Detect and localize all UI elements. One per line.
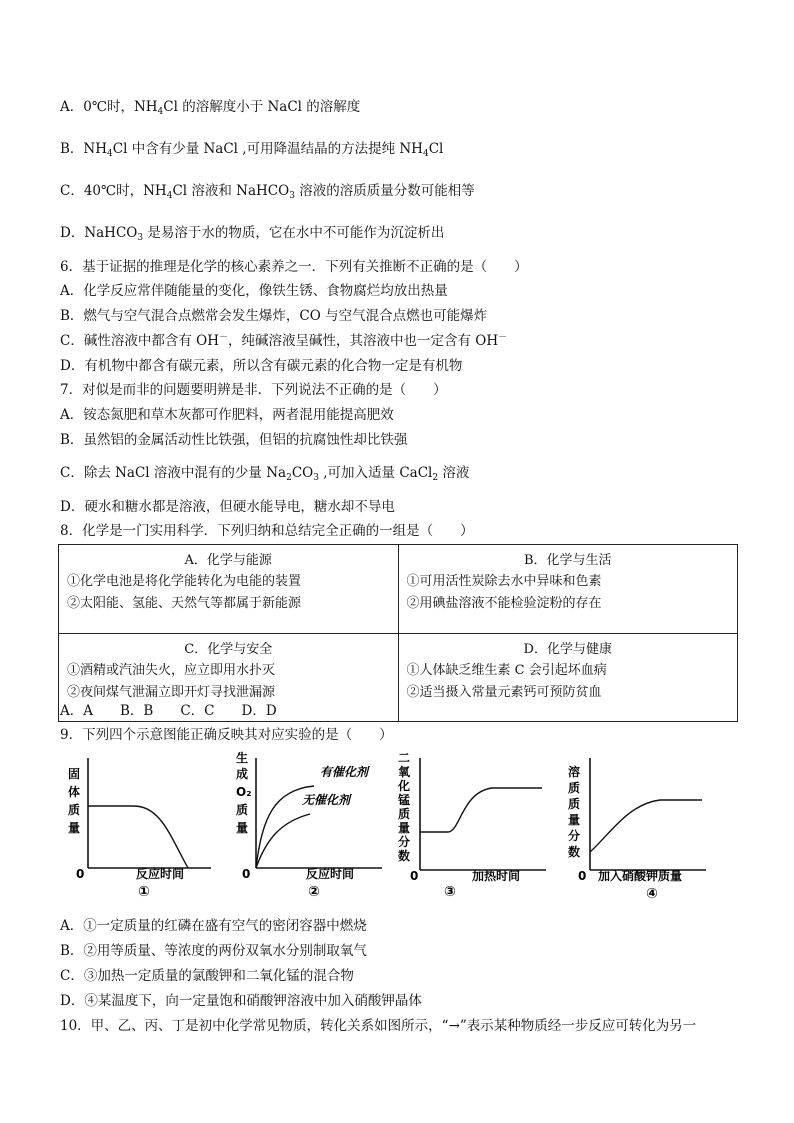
graph1-ylabel-3: 量 [68, 821, 81, 835]
q8-options-table [58, 544, 738, 722]
q8-cell-d-item2: ②适当摄入常量元素钙可预防贫血 [406, 684, 602, 700]
graph4-xlabel: 加入硝酸钾质量 [598, 869, 683, 883]
q9-option-d: D．④某温度下，向一定量饱和硝酸钾溶液中加入硝酸钾晶体 [60, 993, 422, 1009]
graph3-number: ③ [444, 884, 456, 900]
q8-cell-b-head: B．化学与生活 [523, 553, 612, 568]
graph2-origin: 0 [242, 867, 251, 881]
q10-stem: 10．甲、乙、丙、丁是初中化学常见物质，转化关系如图所示，“→”表示某种物质经一步反应可转化为另一 [60, 1018, 697, 1034]
q6-option-c: C．碱性溶液中都含有 OH－，纯碱溶液呈碱性，其溶液中也一定含有 OH－ [60, 333, 508, 349]
q8-cell-a-item1: ①化学电池是将化学能转化为电能的装置 [67, 574, 302, 589]
q8-cell-c-head: C．化学与安全 [184, 641, 273, 657]
graph3-ylabel-4: 质 [398, 807, 411, 821]
q8-stem: 8．化学是一门实用科学．下列归纳和总结完全正确的一组是（ ） [60, 523, 474, 539]
graph2-ylabel-4: 量 [236, 821, 249, 835]
graph4-ylabel-4: 分 [568, 829, 581, 843]
q9-graph-3 [396, 748, 556, 908]
q8-cell-b [398, 545, 738, 634]
graph1-ylabel-2: 质 [68, 803, 81, 817]
graph3-ylabel-5: 量 [398, 821, 411, 835]
q6-option-a: A．化学反应常伴随能量的变化，像铁生锈、食物腐烂均放出热量 [60, 283, 448, 299]
q8-cell-c-item1: ①酒精或汽油失火，应立即用水扑灭 [67, 662, 276, 678]
q8-cell-b-item2: ②用碘盐溶液不能检验淀粉的存在 [406, 596, 602, 611]
q8-cell-d-head: D．化学与健康 [523, 641, 612, 657]
graph2-ylabel-2: O₂ [236, 785, 252, 799]
graph2-curve2-label: 无催化剂 [302, 793, 351, 807]
graph3-origin: 0 [410, 869, 419, 883]
q8-cell-b-item1: ①可用活性炭除去水中异味和色素 [406, 574, 602, 589]
graph1-ylabel-0: 固 [68, 767, 81, 781]
graph4-ylabel-1: 质 [568, 781, 581, 795]
q7-option-b: B．虽然铝的金属活动性比铁强，但铝的抗腐蚀性却比铁强 [60, 432, 408, 448]
graph3-ylabel-1: 氧 [398, 765, 411, 779]
graph2-xlabel: 反应时间 [306, 867, 355, 881]
q9-graph-4 [566, 748, 736, 908]
graph3-ylabel-0: 二 [398, 751, 411, 765]
graph2-curve-no-catalyst [256, 814, 310, 868]
q6-stem: 6．基于证据的推理是化学的核心素养之一．下列有关推断不正确的是（ ） [60, 259, 528, 275]
graph1-number: ① [138, 884, 150, 900]
graph3-curve [420, 788, 542, 832]
graph4-origin: 0 [578, 869, 587, 883]
q7-option-a: A．铵态氮肥和草木灰都可作肥料，两者混用能提高肥效 [60, 407, 394, 423]
q6-option-d: D．有机物中都含有碳元素，所以含有碳元素的化合物一定是有机物 [60, 358, 463, 374]
q5-option-a: A．0℃时，$NH_4Cl$ 的溶解度小于 NaCl 的溶解度 [60, 99, 361, 117]
q6-option-b: B．燃气与空气混合点燃常会发生爆炸，CO 与空气混合点燃也可能爆炸 [60, 308, 488, 324]
q5-option-b: B．$NH_4Cl$ 中含有少量 NaCl ,可用降温结晶的方法提纯 $NH_4Cl$ [60, 141, 444, 159]
graph2-ylabel-0: 生 [236, 751, 249, 765]
q7-stem: 7．对似是而非的问题要明辨是非．下列说法不正确的是（ ） [60, 382, 447, 398]
q9-graph-2 [232, 748, 392, 908]
graph1-ylabel-1: 体 [68, 785, 81, 799]
q9-option-a: A．①一定质量的红磷在盛有空气的密闭容器中燃烧 [60, 918, 367, 934]
graph1-xlabel: 反应时间 [136, 867, 185, 881]
graph3-xlabel: 加热时间 [472, 869, 521, 883]
q8-choices: A．A B．B C．C D．D [60, 703, 277, 719]
graph4-number: ④ [646, 886, 658, 902]
q8-cell-a-head: A．化学与能源 [184, 553, 272, 568]
graph2-number: ② [308, 884, 320, 900]
graph2-ylabel-1: 成 [236, 767, 249, 781]
q5-option-c: C．40℃时，$NH_4Cl$ 溶液和 NaHCO$_3$ 溶液的溶质质量分数可能相等 [60, 183, 475, 201]
graph4-ylabel-3: 量 [568, 813, 581, 827]
q7-option-d: D．硬水和糖水都是溶液，但硬水能导电，糖水却不导电 [60, 499, 395, 515]
graph4-ylabel-5: 数 [568, 845, 581, 859]
q7-option-c: C．除去 NaCl 溶液中混有的少量 $Na_2CO_3$ ,可加入适量 CaCl$_2$ 溶液 [60, 465, 470, 483]
graph3-ylabel-6: 分 [398, 835, 411, 849]
q8-cell-a [59, 545, 399, 634]
q9-graph-1 [66, 748, 226, 908]
q8-cell-c-item2: ②夜间煤气泄漏立即开灯寻找泄漏源 [67, 684, 276, 700]
graph2-ylabel-3: 质 [236, 803, 249, 817]
q9-stem: 9．下列四个示意图能正确反映其对应实验的是（ ） [60, 727, 393, 743]
graph1-curve [88, 806, 188, 868]
graph2-curve1-label: 有催化剂 [320, 765, 369, 779]
graph4-ylabel-2: 质 [568, 797, 581, 811]
graph3-ylabel-7: 数 [398, 849, 411, 863]
q9-option-c: C．③加热一定质量的氯酸钾和二氧化锰的混合物 [60, 968, 354, 984]
graph4-ylabel-0: 溶 [568, 765, 581, 779]
q8-cell-a-item2: ②太阳能、氢能、天然气等都属于新能源 [67, 596, 302, 611]
q5-option-d: D．NaHCO$_3$ 是易溶于水的物质，它在水中不可能作为沉淀析出 [60, 225, 445, 243]
graph1-origin: 0 [76, 867, 85, 881]
graph3-ylabel-3: 锰 [398, 793, 411, 807]
q8-cell-d-item1: ①人体缺乏维生素 C 会引起坏血病 [406, 662, 607, 678]
graph3-ylabel-2: 化 [398, 779, 411, 793]
graph4-curve [590, 800, 702, 852]
q8-cell-d [398, 633, 738, 722]
q9-option-b: B．②用等质量、等浓度的两份双氧水分别制取氧气 [60, 943, 367, 959]
